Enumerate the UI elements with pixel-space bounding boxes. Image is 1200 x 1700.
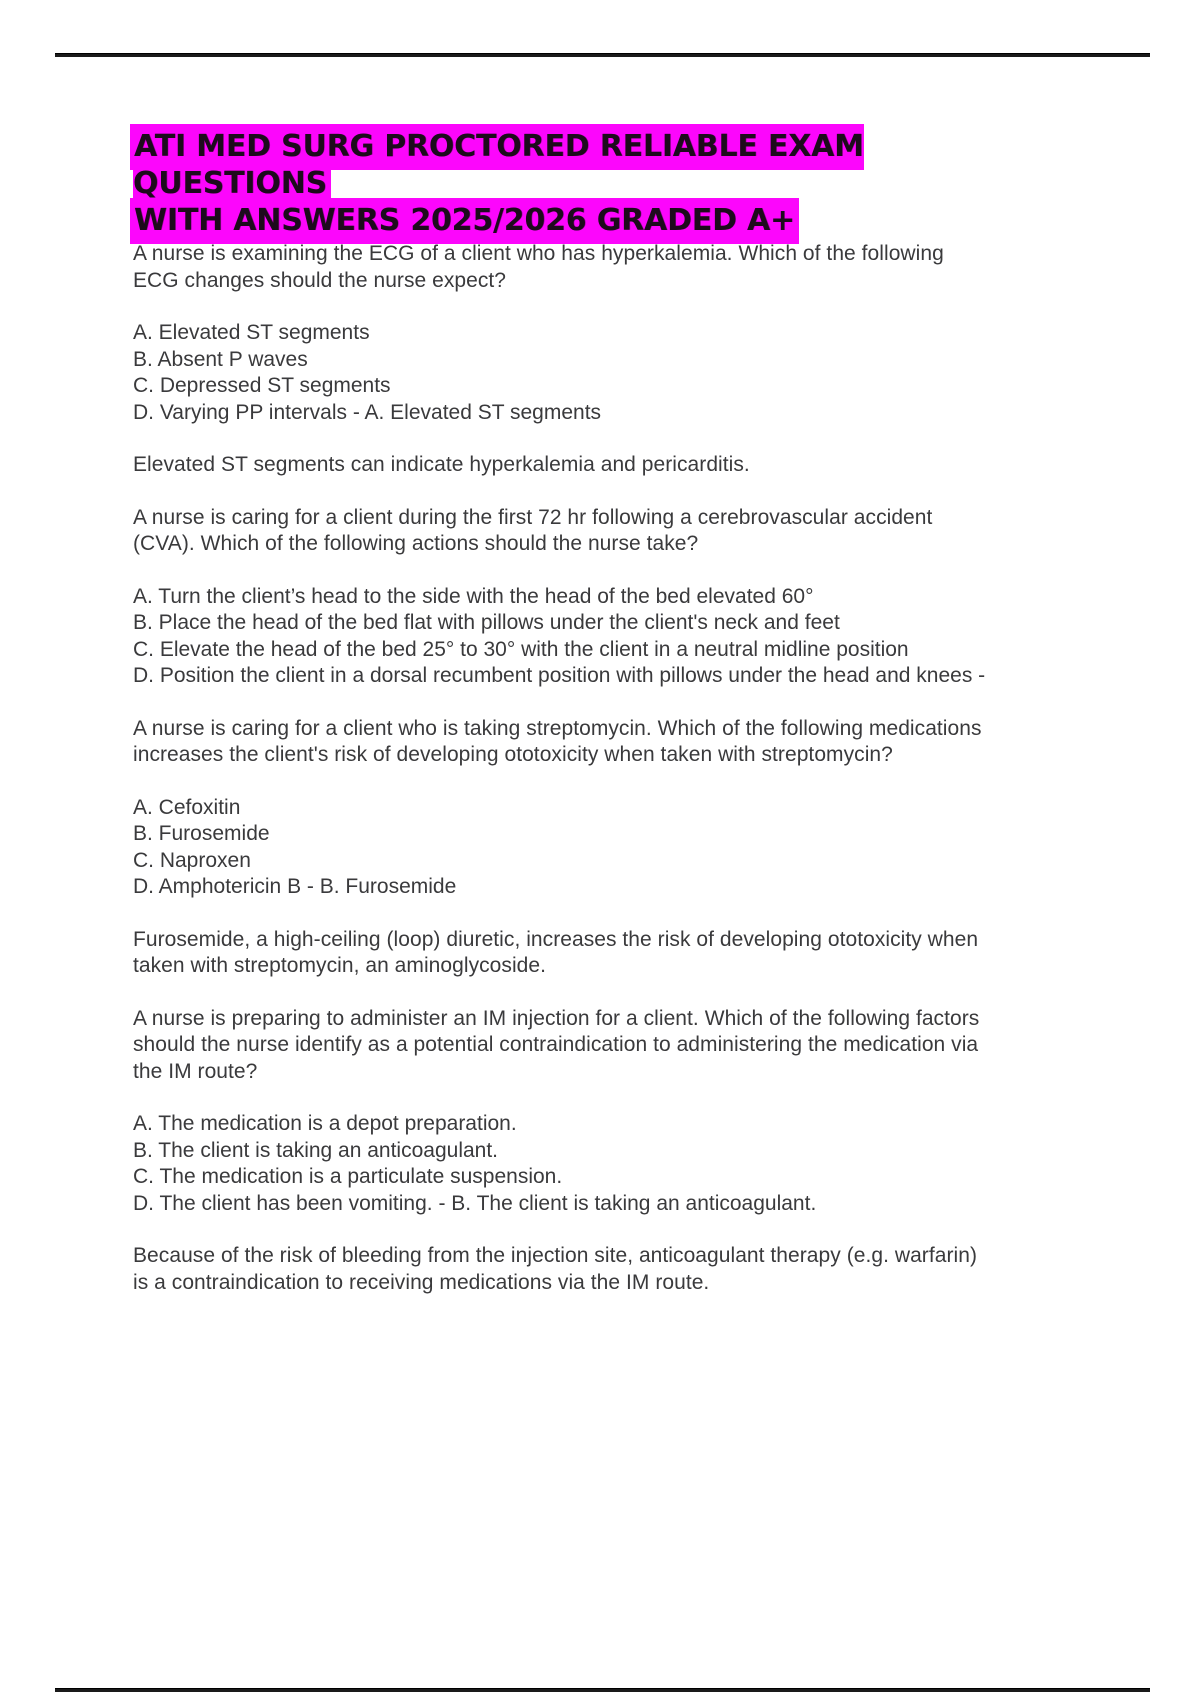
answer-rationale: Elevated ST segments can indicate hyperkalemia and pericarditis. bbox=[133, 453, 750, 476]
question-stem: A nurse is caring for a client during the first 72 hr following a cerebrovascular accident (CVA). Which of the following actions should the nurse take? bbox=[133, 505, 933, 555]
paragraph-spacer bbox=[133, 294, 1013, 320]
option-item: C. Elevate the head of the bed 25° to 30° with the client in a neutral midline position bbox=[133, 637, 909, 661]
option-list bbox=[133, 584, 1013, 690]
question-stem: A nurse is examining the ECG of a client who has hyperkalemia. Which of the following ECG changes should the nurse expect? bbox=[133, 242, 944, 292]
paragraph-spacer bbox=[133, 690, 1013, 716]
title-highlight-1: ATI MED SURG PROCTORED RELIABLE EXAM QUESTIONS bbox=[133, 127, 864, 204]
option-item: C. Depressed ST segments bbox=[133, 374, 391, 397]
option-item: D. Amphotericin B - B. Furosemide bbox=[133, 875, 457, 898]
option-item: D. The client has been vomiting. - B. The client is taking an anticoagulant. bbox=[133, 1191, 817, 1215]
option-list bbox=[133, 320, 1013, 426]
option-item: D. Position the client in a dorsal recumbent position with pillows under the head and knees - bbox=[133, 664, 986, 687]
paragraph-spacer bbox=[133, 980, 1013, 1006]
title-highlight-2: WITH ANSWERS 2025/2026 GRADED A+ bbox=[133, 201, 796, 241]
document-title-line-2 bbox=[133, 202, 1013, 239]
question-stem: A nurse is preparing to administer an IM injection for a client. Which of the following factors should the nurse identify as a potential contraindication to administering the medication via the IM route? bbox=[133, 1006, 980, 1083]
option-item: D. Varying PP intervals - A. Elevated ST segments bbox=[133, 400, 602, 424]
paragraph-spacer bbox=[133, 1085, 1013, 1111]
option-item: B. Furosemide bbox=[133, 822, 270, 845]
paragraph-spacer bbox=[133, 426, 1013, 452]
document-title-line-1 bbox=[133, 128, 1013, 202]
answer-rationale: Because of the risk of bleeding from the injection site, anticoagulant therapy (e.g. warfarin) is a contraindication to receiving medications via the IM route. bbox=[133, 1244, 977, 1294]
document-title bbox=[133, 128, 1013, 239]
paragraph-spacer bbox=[133, 769, 1013, 795]
option-item: C. The medication is a particulate suspension. bbox=[133, 1165, 563, 1188]
option-item: A. Elevated ST segments bbox=[133, 321, 370, 344]
option-item: A. Turn the client’s head to the side with the head of the bed elevated 60° bbox=[133, 584, 814, 608]
option-list bbox=[133, 795, 1013, 901]
option-item: A. The medication is a depot preparation. bbox=[133, 1112, 517, 1135]
document-content bbox=[133, 128, 1013, 1296]
paragraph-spacer bbox=[133, 901, 1013, 927]
option-item: A. Cefoxitin bbox=[133, 795, 241, 819]
question-stem: A nurse is caring for a client who is taking streptomycin. Which of the following medications increases the client's risk of developing ototoxicity when taken with streptomycin? bbox=[133, 716, 982, 766]
page-top-rule bbox=[55, 53, 1150, 57]
paragraph-spacer bbox=[133, 479, 1013, 505]
option-item: B. Place the head of the bed flat with pillows under the client's neck and feet bbox=[133, 611, 840, 634]
option-item: B. The client is taking an anticoagulant. bbox=[133, 1138, 499, 1162]
answer-rationale: Furosemide, a high-ceiling (loop) diuretic, increases the risk of developing ototoxicity when taken with streptomycin, an aminoglycoside. bbox=[133, 927, 979, 977]
paragraph-spacer bbox=[133, 558, 1013, 584]
page-bottom-rule bbox=[55, 1688, 1150, 1692]
option-item: B. Absent P waves bbox=[133, 347, 308, 371]
option-list bbox=[133, 1111, 1013, 1217]
paragraph-spacer bbox=[133, 1217, 1013, 1243]
option-item: C. Naproxen bbox=[133, 848, 251, 872]
